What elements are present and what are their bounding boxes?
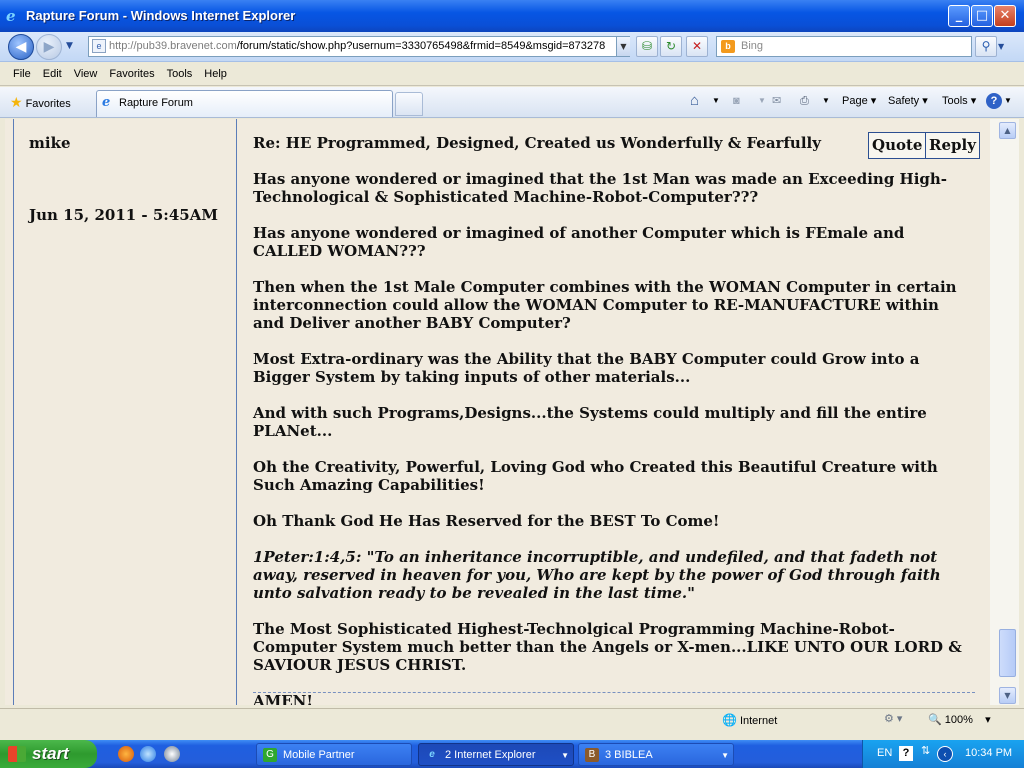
task-label: Mobile Partner: [283, 749, 355, 761]
url-path: /forum/static/show.php?usernum=3330765498&frmid=8549&msgid=873278: [236, 40, 606, 52]
status-bar: [0, 708, 1024, 733]
menu-file[interactable]: File: [13, 68, 31, 80]
taskbar: [0, 740, 1024, 768]
post-scripture-quote: 1Peter:1:4,5: "To an inheritance incorruptible, and undefiled, and that fadeth not away, reserved in heaven for you, Who are kept by the power of God through faith unto salvation ready to be revealed in the last time.": [253, 548, 941, 602]
scroll-down-button[interactable]: ▼: [999, 687, 1016, 704]
post-author-column: [15, 119, 237, 705]
left-border: [5, 119, 14, 705]
zoom-label: 100%: [944, 714, 973, 726]
tools-menu-label: Tools: [942, 95, 968, 107]
safety-menu[interactable]: Safety ▾: [888, 95, 928, 107]
ie-logo-icon: e: [6, 7, 16, 25]
mobile-partner-icon: G: [263, 748, 277, 762]
post-subject: Re: HE Programmed, Designed, Created us Wonderfully & Fearfully: [253, 134, 821, 152]
url-field[interactable]: [88, 36, 630, 57]
refresh-icon[interactable]: ↻: [660, 36, 682, 57]
post-divider: [253, 692, 975, 693]
vertical-scrollbar[interactable]: [990, 119, 1019, 705]
firefox-quicklaunch-icon[interactable]: [118, 746, 134, 762]
protected-mode-icon[interactable]: ⚙ ▾: [884, 713, 903, 725]
security-zone[interactable]: [722, 713, 777, 727]
task-label: 3 BIBLEA: [605, 749, 653, 761]
search-placeholder: Bing: [741, 40, 764, 52]
favorites-label: Favorites: [25, 98, 71, 110]
scroll-thumb[interactable]: [999, 629, 1016, 677]
stop-icon[interactable]: ✕: [686, 36, 708, 57]
start-button[interactable]: [0, 740, 97, 768]
network-icon[interactable]: ⇅: [921, 745, 931, 757]
task-group-dropdown-icon: ▼: [721, 751, 729, 760]
page-menu-label: Page: [842, 95, 868, 107]
home-icon[interactable]: ⌂: [690, 92, 700, 109]
feeds-dropdown-icon[interactable]: ▼: [758, 96, 766, 105]
post-body: [253, 170, 973, 705]
recent-pages-dropdown-icon[interactable]: ▼: [66, 41, 73, 51]
title-bar[interactable]: [0, 0, 1024, 32]
ie-task-icon: e: [429, 749, 435, 760]
search-icon[interactable]: ⚲: [975, 36, 997, 57]
menu-bar: [0, 63, 1024, 86]
url-dropdown-icon[interactable]: ▼: [616, 37, 630, 56]
zoom-level[interactable]: 🔍 100% ▾: [928, 714, 991, 726]
windows-logo-icon: [8, 746, 26, 762]
favorites-bar: [0, 87, 1024, 118]
scroll-up-button[interactable]: ▲: [999, 122, 1016, 139]
minimize-button[interactable]: _: [948, 5, 970, 27]
maximize-button[interactable]: □: [971, 5, 993, 27]
post-date: Jun 15, 2011 - 5:45AM: [29, 206, 218, 224]
clock[interactable]: 10:34 PM: [965, 747, 1013, 759]
home-dropdown-icon[interactable]: ▼: [712, 96, 720, 105]
search-field[interactable]: [716, 36, 972, 57]
search-options-dropdown-icon[interactable]: ▼: [998, 42, 1005, 51]
post-author: mike: [29, 134, 71, 152]
task-group-dropdown-icon: ▼: [561, 751, 569, 760]
tab-rapture-forum[interactable]: [96, 90, 393, 117]
page-content: [5, 119, 990, 705]
menu-help[interactable]: Help: [204, 68, 227, 80]
feeds-icon[interactable]: ◙: [733, 95, 740, 107]
globe-icon: 🌐: [722, 713, 737, 727]
language-indicator[interactable]: EN: [877, 747, 893, 759]
post-paragraph: The Most Sophisticated Highest-Technolgical Programming Machine-Robot-Computer System much better than the Angels or X-men...LIKE UNTO OUR LORD & SAVIOUR JESUS CHRIST.: [253, 620, 962, 674]
system-tray: [862, 740, 1024, 768]
page-menu[interactable]: Page ▾: [842, 95, 877, 107]
biblea-icon: B: [585, 748, 599, 762]
page-icon: e: [92, 39, 106, 53]
start-label: start: [32, 744, 69, 763]
star-icon: ★: [10, 94, 23, 110]
post-paragraph: Most Extra-ordinary was the Ability that the BABY Computer could Grow into a Bigger System by taking inputs of other materials...: [253, 350, 920, 386]
safety-menu-label: Safety: [888, 95, 920, 107]
back-button[interactable]: ◀: [8, 34, 34, 60]
tab-ie-icon: e: [102, 95, 111, 110]
menu-favorites[interactable]: Favorites: [109, 68, 155, 80]
address-bar: [0, 32, 1024, 62]
post-paragraph: Oh Thank God He Has Reserved for the BEST To Come!: [253, 512, 720, 530]
bing-icon: b: [721, 40, 735, 53]
tab-title: Rapture Forum: [119, 97, 193, 109]
post-paragraph: Then when the 1st Male Computer combines with the WOMAN Computer in certain interconnection could allow the WOMAN Computer to RE-MANUFACTURE within and Deliver another BABY Computer?: [253, 278, 957, 332]
task-biblea[interactable]: [578, 743, 734, 766]
print-icon[interactable]: ⎙: [800, 95, 809, 107]
post-paragraph: And with such Programs,Designs...the Systems could multiply and fill the entire PLANet...: [253, 404, 927, 440]
new-tab-button[interactable]: [395, 92, 423, 116]
post-paragraph: AMEN!: [253, 692, 313, 705]
zone-label: Internet: [739, 715, 778, 727]
media-player-quicklaunch-icon[interactable]: [164, 746, 180, 762]
post-paragraph: Has anyone wondered or imagined of another Computer which is FEmale and CALLED WOMAN???: [253, 224, 905, 260]
close-button[interactable]: ✕: [994, 5, 1016, 27]
show-hidden-icons-icon[interactable]: ‹: [937, 746, 953, 762]
help-icon[interactable]: ?: [986, 93, 1002, 109]
url-host: http://pub39.bravenet.com: [109, 40, 237, 52]
mail-icon[interactable]: ✉: [772, 95, 782, 107]
post-paragraph: Has anyone wondered or imagined that the 1st Man was made an Exceeding High-Technological & Sophisticated Machine-Robot-Computer???: [253, 170, 948, 206]
quote-button[interactable]: Quote: [868, 132, 926, 159]
forward-button[interactable]: ▶: [36, 34, 62, 60]
task-internet-explorer[interactable]: [418, 743, 574, 766]
reply-button[interactable]: Reply: [925, 132, 980, 159]
ie-quicklaunch-icon[interactable]: [140, 746, 156, 762]
menu-edit[interactable]: Edit: [42, 68, 62, 80]
post-paragraph: Oh the Creativity, Powerful, Loving God who Created this Beautiful Creature with Such Amazing Capabilities!: [253, 458, 938, 494]
menu-view[interactable]: View: [73, 68, 98, 80]
favorites-button[interactable]: [10, 94, 71, 111]
compatibility-view-icon[interactable]: ⛁: [636, 36, 658, 57]
task-mobile-partner[interactable]: [256, 743, 412, 766]
tools-menu[interactable]: Tools ▾: [942, 95, 977, 107]
help-tray-icon[interactable]: ?: [899, 746, 913, 761]
window-title: Rapture Forum - Windows Internet Explorer: [26, 8, 296, 23]
help-dropdown-icon[interactable]: ▼: [1004, 96, 1012, 105]
task-label: 2 Internet Explorer: [445, 749, 536, 761]
menu-tools[interactable]: Tools: [166, 68, 193, 80]
print-dropdown-icon[interactable]: ▼: [822, 96, 830, 105]
